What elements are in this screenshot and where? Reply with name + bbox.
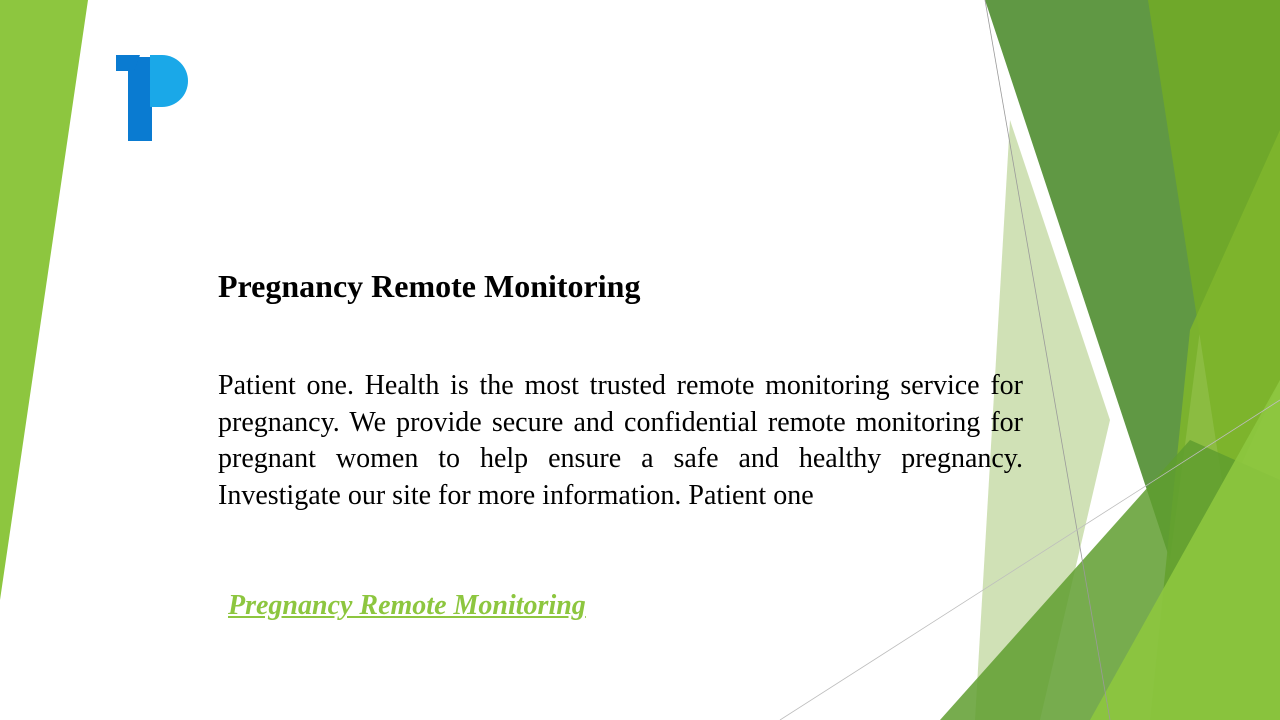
logo-bowl bbox=[150, 55, 188, 107]
left-green-strip bbox=[0, 0, 88, 600]
pregnancy-remote-monitoring-link[interactable]: Pregnancy Remote Monitoring bbox=[228, 590, 586, 621]
slide-body-text: Patient one. Health is the most trusted remote monitoring service for pregnancy. We provide secure and confidential remote monitoring for pregnant women to help ensure a safe and healthy pregnancy. Investigate our site for more information. Patient one bbox=[218, 370, 1023, 511]
slide-title: Pregnancy Remote Monitoring bbox=[218, 268, 641, 304]
patient-one-p-logo-icon bbox=[116, 53, 190, 143]
